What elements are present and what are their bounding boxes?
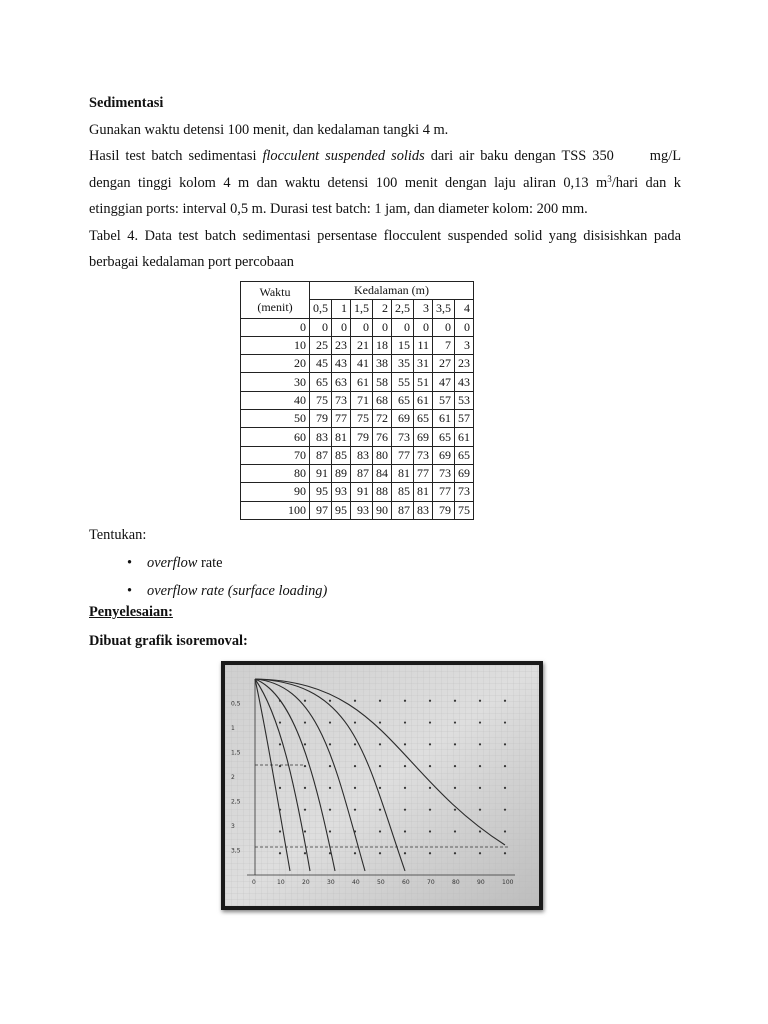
kedalaman-header: Kedalaman (m): [310, 282, 474, 300]
data-point: [404, 765, 406, 767]
data-point: [379, 809, 381, 811]
table-row: [241, 483, 474, 501]
removal-cell: 43: [455, 373, 474, 391]
removal-cell: 90: [373, 501, 392, 519]
data-point: [429, 765, 431, 767]
data-point: [479, 852, 481, 854]
depth-header: 3,5: [433, 300, 455, 318]
removal-cell: 45: [310, 355, 332, 373]
tentukan-label: Tentukan:: [89, 527, 147, 543]
data-point: [404, 852, 406, 854]
data-point: [304, 787, 306, 789]
removal-cell: 55: [392, 373, 414, 391]
removal-cell: 0: [455, 318, 474, 336]
depth-header: 2,5: [392, 300, 414, 318]
removal-cell: 97: [310, 501, 332, 519]
y-tick-label: 1: [231, 725, 235, 732]
data-point: [329, 700, 331, 702]
data-point: [329, 721, 331, 723]
removal-cell: 95: [310, 483, 332, 501]
data-point: [354, 809, 356, 811]
removal-cell: 63: [332, 373, 351, 391]
bullet-icon: •: [127, 555, 133, 571]
paragraph-1: Gunakan waktu detensi 100 menit, dan kedalaman tangki 4 m.: [89, 121, 449, 138]
data-point: [404, 743, 406, 745]
data-point: [504, 809, 506, 811]
grafik-heading: Dibuat grafik isoremoval:: [89, 633, 248, 649]
removal-cell: 61: [414, 391, 433, 409]
removal-cell: 73: [455, 483, 474, 501]
time-cell: 20: [241, 355, 310, 373]
removal-cell: 73: [414, 446, 433, 464]
removal-cell: 91: [351, 483, 373, 501]
data-point: [454, 743, 456, 745]
removal-cell: 68: [373, 391, 392, 409]
time-cell: 70: [241, 446, 310, 464]
removal-cell: 88: [373, 483, 392, 501]
data-point: [279, 809, 281, 811]
removal-cell: 61: [455, 428, 474, 446]
removal-cell: 91: [310, 464, 332, 482]
removal-cell: 0: [310, 318, 332, 336]
data-point: [279, 700, 281, 702]
data-point: [329, 743, 331, 745]
removal-cell: 85: [332, 446, 351, 464]
removal-cell: 75: [310, 391, 332, 409]
depth-header: 2: [373, 300, 392, 318]
removal-cell: 89: [332, 464, 351, 482]
data-point: [454, 809, 456, 811]
depth-header: 0,5: [310, 300, 332, 318]
removal-cell: 51: [414, 373, 433, 391]
data-point: [279, 721, 281, 723]
removal-cell: 79: [310, 410, 332, 428]
removal-cell: 23: [332, 336, 351, 354]
removal-cell: 65: [455, 446, 474, 464]
removal-cell: 0: [373, 318, 392, 336]
data-point: [504, 787, 506, 789]
data-point: [454, 721, 456, 723]
data-point: [429, 743, 431, 745]
removal-cell: 31: [414, 355, 433, 373]
x-tick-label: 70: [427, 879, 435, 886]
data-point: [429, 787, 431, 789]
time-cell: 60: [241, 428, 310, 446]
x-tick-label: 0: [252, 879, 256, 886]
data-point: [304, 852, 306, 854]
data-point: [454, 787, 456, 789]
table-caption: Tabel 4. Data test batch sedimentasi persentase flocculent suspended solid yang disisishkan pada: [89, 227, 681, 244]
list-item: • overflow rate (surface loading): [127, 577, 327, 605]
removal-cell: 79: [433, 501, 455, 519]
removal-cell: 65: [414, 410, 433, 428]
data-point: [379, 721, 381, 723]
removal-cell: 77: [433, 483, 455, 501]
data-point: [404, 830, 406, 832]
table-row: [241, 373, 474, 391]
isoremoval-graph-photo: [221, 661, 543, 910]
removal-cell: 84: [373, 464, 392, 482]
data-point: [429, 700, 431, 702]
time-cell: 100: [241, 501, 310, 519]
data-point: [329, 765, 331, 767]
removal-cell: 77: [414, 464, 433, 482]
removal-cell: 53: [455, 391, 474, 409]
removal-cell: 77: [392, 446, 414, 464]
data-point: [479, 700, 481, 702]
removal-cell: 87: [351, 464, 373, 482]
removal-cell: 83: [310, 428, 332, 446]
isoremoval-graph: [225, 665, 539, 906]
data-point: [354, 700, 356, 702]
removal-cell: 81: [332, 428, 351, 446]
data-point: [429, 830, 431, 832]
list-item: • overflow rate: [127, 549, 327, 577]
x-tick-label: 10: [277, 879, 285, 886]
time-cell: 90: [241, 483, 310, 501]
removal-cell: 23: [455, 355, 474, 373]
removal-cell: 81: [414, 483, 433, 501]
removal-cell: 83: [351, 446, 373, 464]
removal-cell: 47: [433, 373, 455, 391]
data-point: [479, 721, 481, 723]
removal-cell: 72: [373, 410, 392, 428]
depth-header: 1: [332, 300, 351, 318]
paragraph-4: etinggian ports: interval 0,5 m. Durasi test batch: 1 jam, dan diameter kolom: 200 mm.: [89, 201, 588, 217]
data-point: [454, 830, 456, 832]
removal-cell: 73: [433, 464, 455, 482]
data-point: [304, 830, 306, 832]
data-point: [354, 830, 356, 832]
removal-cell: 27: [433, 355, 455, 373]
removal-cell: 35: [392, 355, 414, 373]
removal-cell: 69: [433, 446, 455, 464]
data-point: [504, 721, 506, 723]
removal-cell: 65: [433, 428, 455, 446]
x-tick-label: 30: [327, 879, 335, 886]
data-point: [404, 787, 406, 789]
table-row: [241, 501, 474, 519]
removal-cell: 57: [433, 391, 455, 409]
removal-cell: 0: [392, 318, 414, 336]
data-point: [404, 809, 406, 811]
paragraph-3: dengan tinggi kolom 4 m dan waktu detensi 100 menit dengan laju aliran 0,13 $m^3$/hari dan k: [89, 173, 681, 191]
data-point: [354, 743, 356, 745]
removal-cell: 65: [310, 373, 332, 391]
y-tick-label: 3: [231, 823, 235, 830]
time-cell: 40: [241, 391, 310, 409]
table-row: [241, 428, 474, 446]
table-row: [241, 446, 474, 464]
time-cell: 30: [241, 373, 310, 391]
data-point: [429, 809, 431, 811]
removal-cell: 3: [455, 336, 474, 354]
y-tick-label: 1,5: [231, 749, 241, 757]
data-point: [504, 765, 506, 767]
removal-cell: 85: [392, 483, 414, 501]
removal-cell: 58: [373, 373, 392, 391]
data-point: [379, 700, 381, 702]
table-row: [241, 318, 474, 336]
time-cell: 0: [241, 318, 310, 336]
data-point: [329, 787, 331, 789]
data-point: [329, 852, 331, 854]
depth-header: 3: [414, 300, 433, 318]
data-point: [379, 830, 381, 832]
data-point: [279, 852, 281, 854]
removal-cell: 41: [351, 355, 373, 373]
removal-cell: 80: [373, 446, 392, 464]
removal-cell: 0: [414, 318, 433, 336]
data-point: [429, 852, 431, 854]
paragraph-2: Hasil test batch sedimentasi flocculent suspended solids dari air baku dengan TSS 350 mg/L: [89, 148, 681, 164]
data-point: [329, 830, 331, 832]
data-point: [354, 765, 356, 767]
removal-cell: 75: [455, 501, 474, 519]
removal-cell: 61: [351, 373, 373, 391]
removal-cell: 57: [455, 410, 474, 428]
data-point: [504, 852, 506, 854]
data-point: [379, 765, 381, 767]
data-point: [304, 721, 306, 723]
data-point: [354, 787, 356, 789]
data-point: [279, 830, 281, 832]
bullet-list: [127, 549, 327, 605]
data-point: [379, 852, 381, 854]
data-point: [304, 743, 306, 745]
x-tick-label: 50: [377, 879, 385, 886]
data-point: [479, 830, 481, 832]
removal-cell: 87: [310, 446, 332, 464]
data-point: [479, 743, 481, 745]
data-point: [429, 721, 431, 723]
table-row: [241, 355, 474, 373]
x-tick-label: 40: [352, 879, 360, 886]
removal-cell: 21: [351, 336, 373, 354]
removal-cell: 25: [310, 336, 332, 354]
data-point: [504, 830, 506, 832]
removal-cell: 61: [433, 410, 455, 428]
removal-cell: 0: [332, 318, 351, 336]
data-point: [479, 765, 481, 767]
data-point: [504, 700, 506, 702]
table-caption-2: berbagai kedalaman port percobaan: [89, 254, 294, 270]
data-point: [454, 852, 456, 854]
time-cell: 80: [241, 464, 310, 482]
data-point: [404, 700, 406, 702]
data-point: [404, 721, 406, 723]
removal-cell: 65: [392, 391, 414, 409]
data-point: [379, 743, 381, 745]
data-point: [304, 809, 306, 811]
removal-cell: 77: [332, 410, 351, 428]
removal-cell: 71: [351, 391, 373, 409]
sedimentation-table: [240, 281, 474, 520]
removal-cell: 69: [414, 428, 433, 446]
table-row: [241, 464, 474, 482]
removal-cell: 73: [332, 391, 351, 409]
data-point: [279, 743, 281, 745]
x-tick-label: 90: [477, 879, 485, 886]
removal-cell: 0: [433, 318, 455, 336]
waktu-header: Waktu (menit): [241, 282, 310, 319]
removal-cell: 7: [433, 336, 455, 354]
data-point: [379, 787, 381, 789]
data-point: [354, 852, 356, 854]
table-row: [241, 391, 474, 409]
data-point: [304, 765, 306, 767]
removal-cell: 11: [414, 336, 433, 354]
removal-cell: 69: [455, 464, 474, 482]
removal-cell: 38: [373, 355, 392, 373]
removal-cell: 87: [392, 501, 414, 519]
data-point: [304, 700, 306, 702]
time-cell: 50: [241, 410, 310, 428]
y-tick-label: 0,5: [231, 700, 241, 708]
bullet-icon: •: [127, 583, 133, 599]
time-cell: 10: [241, 336, 310, 354]
x-tick-label: 20: [302, 879, 310, 886]
data-point: [454, 700, 456, 702]
data-point: [279, 765, 281, 767]
removal-cell: 75: [351, 410, 373, 428]
data-point: [354, 721, 356, 723]
removal-cell: 18: [373, 336, 392, 354]
table-row: [241, 336, 474, 354]
removal-cell: 81: [392, 464, 414, 482]
removal-cell: 73: [392, 428, 414, 446]
y-tick-label: 2,5: [231, 798, 241, 806]
removal-cell: 95: [332, 501, 351, 519]
removal-cell: 79: [351, 428, 373, 446]
table-row: [241, 410, 474, 428]
data-point: [479, 787, 481, 789]
x-tick-label: 80: [452, 879, 460, 886]
depth-header: 1,5: [351, 300, 373, 318]
penyelesaian-heading: Penyelesaian:: [89, 604, 173, 620]
removal-cell: 83: [414, 501, 433, 519]
removal-cell: 93: [332, 483, 351, 501]
data-point: [279, 787, 281, 789]
y-tick-label: 2: [231, 774, 235, 781]
removal-cell: 0: [351, 318, 373, 336]
removal-cell: 15: [392, 336, 414, 354]
data-point: [479, 809, 481, 811]
data-point: [329, 809, 331, 811]
removal-cell: 69: [392, 410, 414, 428]
x-tick-label: 100: [502, 879, 514, 886]
y-tick-label: 3,5: [231, 847, 241, 855]
removal-cell: 76: [373, 428, 392, 446]
removal-cell: 93: [351, 501, 373, 519]
x-tick-label: 60: [402, 879, 410, 886]
section-heading: Sedimentasi: [89, 95, 164, 111]
data-point: [454, 765, 456, 767]
data-point: [504, 743, 506, 745]
removal-cell: 43: [332, 355, 351, 373]
depth-header: 4: [455, 300, 474, 318]
